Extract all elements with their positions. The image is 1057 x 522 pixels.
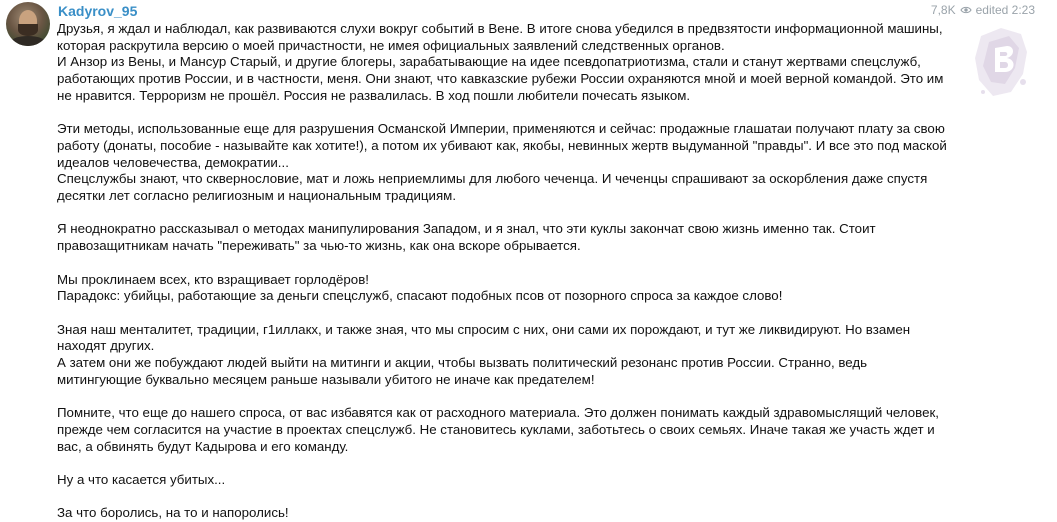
avatar-body [10,36,46,46]
message-meta [931,3,1035,17]
message-line: Мы проклинаем всех, кто взращивает горлодёров! [57,271,369,287]
message-line: вас, а обвинять будут Кадырова и его команду. [57,438,349,454]
message-line: Зная наш менталитет, традиции, г1иллакх, и также зная, что мы спросим с них, они сами их порождают, и тут же ликвидируют. Но взамен [57,321,911,337]
message-line: правозащитникам начать "переживать" за чью-то жизнь, как она вскоре обрывается. [57,238,581,254]
avatar-beard [18,24,38,36]
message-line: И Анзор из Вены, и Мансур Старый, и другие блогеры, зарабатывающие на идее псевдопатриотизма, стали и станут жертвами спецслужб, [57,54,921,70]
sender-name[interactable]: Kadyrov_95 [58,3,138,19]
view-count: 7,8K [930,3,956,17]
message-paragraph [57,322,992,389]
message-paragraph [57,272,992,305]
message-paragraph [57,405,992,455]
message-line: За что боролись, на то и напоролись! [57,505,289,521]
message-line: Я неоднократно рассказывал о методах манипулирования Западом, и я знал, что эти куклы закончат свою жизнь именно так. Стоит [57,221,876,237]
message-line: десятки лет согласно религиозным и национальным традициям. [57,188,457,204]
message-line: Спецслужбы знают, что сквернословие, мат и ложь неприемлимы для любого чеченца. И чеченцы спрашивают за оскорбления даже спустя [57,171,928,187]
message-line: А затем они же побуждают людей выйти на митинги и акции, чтобы вызвать политический резонанс против России. Странно, ведь [57,355,868,370]
message-paragraph [57,472,992,489]
message-line: Помните, что еще до нашего спроса, от вас избавятся как от расходного материала. Это должен понимать каждый здравомыслящий человек, [57,405,939,421]
eye-icon [960,4,972,16]
message-paragraph [57,21,992,105]
message-paragraph [57,221,992,254]
message-line: находят других. [57,338,155,354]
message-line: митингующие буквально месяцем раньше называли убитого не иначе как предателем! [57,371,595,387]
message-paragraph [57,505,992,522]
message-line: не нравится. Терроризм не прошёл. Россия не развалилась. В ход пошли любители почесать языком. [57,87,691,103]
edited-timestamp: edited 2:23 [975,3,1035,17]
sender-avatar[interactable] [6,2,50,46]
message-line: работу (донаты, пособие - называйте как хотите!), а потом их убивают как, якобы, невинных жертв выдуманной "правды". И все это под маской [57,137,947,153]
message-line: идеалов человечества, демократии... [57,154,289,170]
message-line: которая раскрутила версию о моей причастности, не имея официальных заявлений следственных органов. [57,37,725,53]
message-line: прежде чем согласится на участие в проектах спецслужб. Не становитесь куклами, заботьтесь о своих семьях. Иначе такая же участь ждет и [57,421,935,437]
message-line: Эти методы, использованные еще для разрушения Османской Империи, применяются и сейчас: продажные глашатаи получают плату за свою [57,121,945,137]
message-paragraph [57,121,992,205]
message-line: Друзья, я ждал и наблюдал, как развиваются слухи вокруг событий в Вене. В итоге снова убедился в предвзятости информационной машины, [57,21,943,36]
message-text [57,21,992,522]
message-line: работающих против России, и в частности, меня. Они знают, что кавказские рубежи России охраняются мной и моей верной командой. Это им [57,71,944,87]
message-line: Парадокс: убийцы, работающие за деньги спецслужб, спасают подобных псов от позорного спроса за каждое слово! [57,288,783,304]
message-line: Ну а что касается убитых... [57,471,226,487]
